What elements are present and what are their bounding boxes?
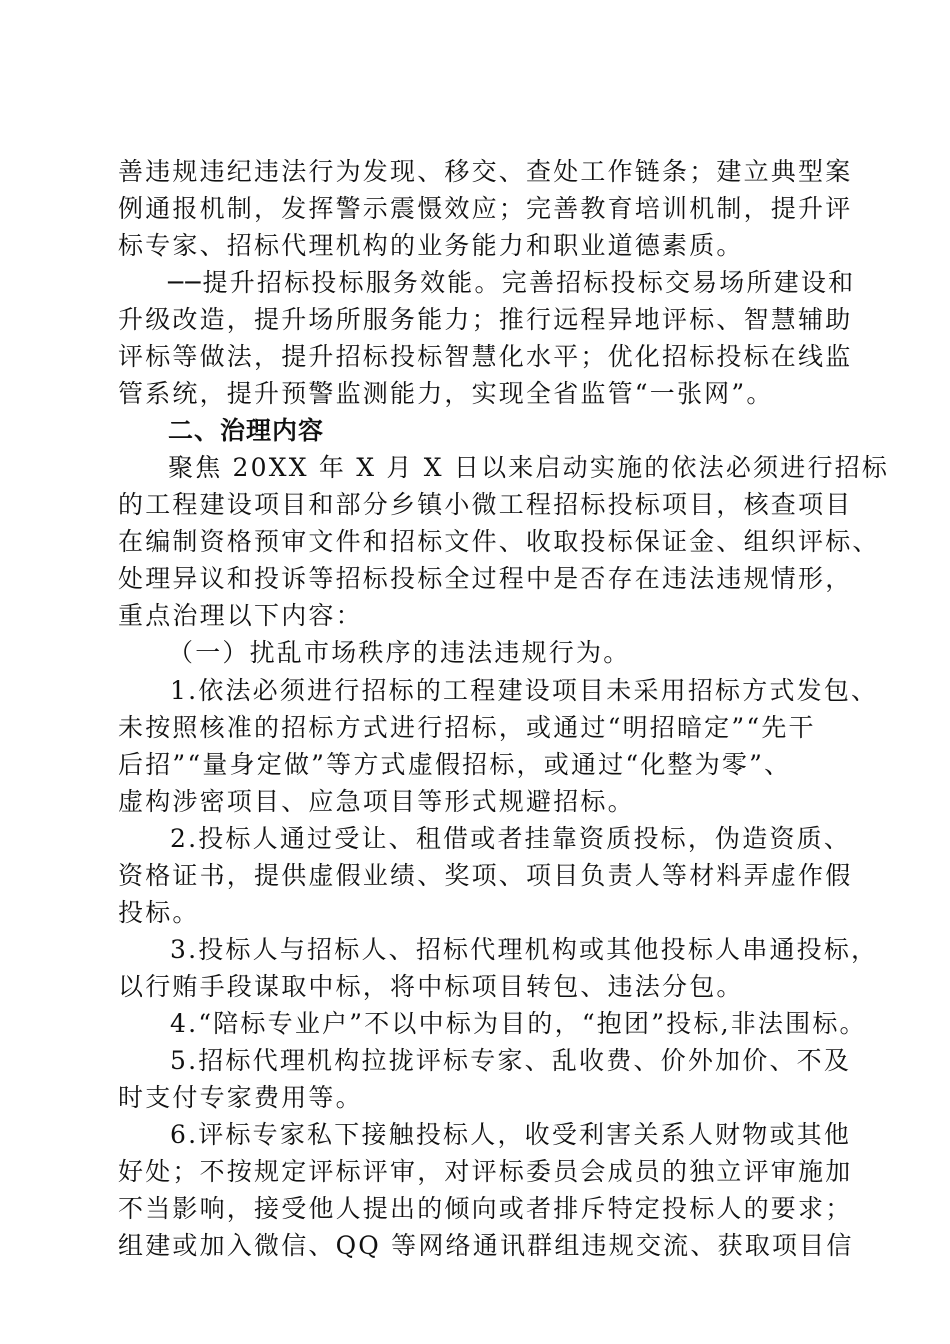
text-line: 处理异议和投诉等招标投标全过程中是否存在违法违规情形，: [118, 564, 853, 593]
text-line: 后招”“量身定做”等方式虚假招标，或通过“化整为零”、: [118, 750, 792, 779]
text-line: 不当影响，接受他人提出的倾向或者排斥特定投标人的要求；: [118, 1194, 853, 1223]
text-line: 4.“陪标专业户”不以中标为目的，“抱团”投标,非法围标。: [170, 1009, 867, 1038]
text-line: 重点治理以下内容：: [118, 601, 363, 630]
section-heading: 二、治理内容: [168, 416, 325, 445]
text-line: 以行贿手段谋取中标，将中标项目转包、违法分包。: [118, 972, 744, 1001]
text-line: 例通报机制，发挥警示震慑效应；完善教育培训机制，提升评: [118, 194, 853, 223]
text-line: 的工程建设项目和部分乡镇小微工程招标投标项目，核查项目: [118, 490, 853, 519]
text-line: 组建或加入微信、QQ 等网络通讯群组违规交流、获取项目信: [118, 1231, 854, 1260]
text-line: 管系统，提升预警监测能力，实现全省监管“一张网”。: [118, 379, 774, 408]
text-line: 标专家、招标代理机构的业务能力和职业道德素质。: [118, 231, 744, 260]
text-line: 2.投标人通过受让、租借或者挂靠资质投标，伪造资质、: [170, 824, 852, 853]
text-line: 好处；不按规定评标评审，对评标委员会成员的独立评审施加: [118, 1157, 853, 1186]
text-line: 3.投标人与招标人、招标代理机构或其他投标人串通投标，: [170, 935, 879, 964]
text-line: 未按照核准的招标方式进行招标，或通过“明招暗定”“先干: [118, 713, 816, 742]
text-line: 投标。: [118, 898, 200, 927]
text-line: 时支付专家费用等。: [118, 1083, 363, 1112]
text-line: 在编制资格预审文件和招标文件、收取投标保证金、组织评标、: [118, 527, 880, 556]
text-line: 评标等做法，提升招标投标智慧化水平；优化招标投标在线监: [118, 342, 853, 371]
text-line: 升级改造，提升场所服务能力；推行远程异地评标、智慧辅助: [118, 305, 853, 334]
text-line: 善违规违纪违法行为发现、移交、查处工作链条；建立典型案: [118, 157, 853, 186]
text-line: 6.评标专家私下接触投标人，收受利害关系人财物或其他: [170, 1120, 852, 1149]
text-line: 5.招标代理机构拉拢评标专家、乱收费、价外加价、不及: [170, 1046, 852, 1075]
subsection-heading: （一）扰乱市场秩序的违法违规行为。: [168, 638, 631, 667]
text-line: ──提升招标投标服务效能。完善招标投标交易场所建设和: [168, 268, 856, 297]
text-line: 1.依法必须进行招标的工程建设项目未采用招标方式发包、: [170, 676, 879, 705]
text-line: 聚焦 20XX 年 X 月 X 日以来启动实施的依法必须进行招标: [168, 453, 890, 482]
text-line: 资格证书，提供虚假业绩、奖项、项目负责人等材料弄虚作假: [118, 861, 853, 890]
text-line: 虚构涉密项目、应急项目等形式规避招标。: [118, 787, 635, 816]
